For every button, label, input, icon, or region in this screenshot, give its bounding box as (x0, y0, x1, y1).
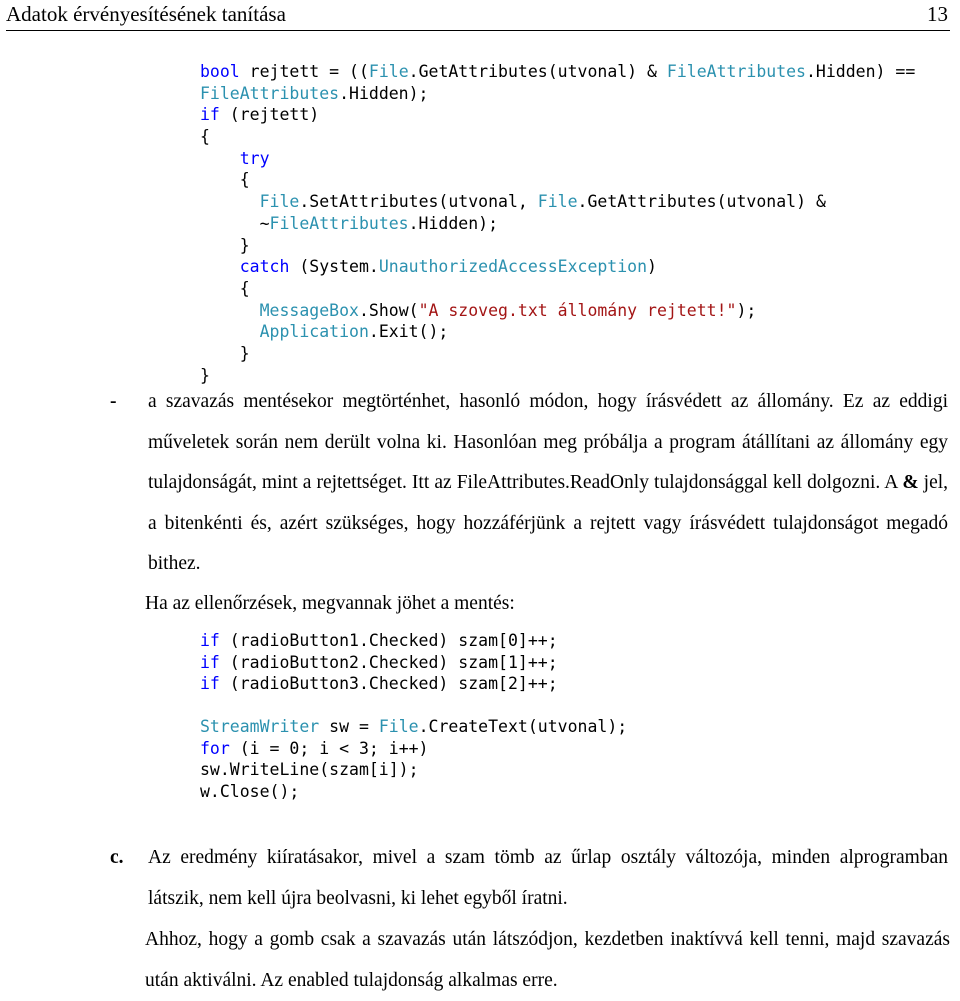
code-line: } (200, 365, 210, 385)
code-line: ~FileAttributes.Hidden); (200, 213, 499, 233)
paragraph-results: Az eredmény kiíratásakor, mivel a szam tömb az űrlap osztály változója, minden alprogramban látszik, nem kell újra beolvasni, ki lehet egyből íratni. (148, 847, 948, 909)
code-line: { (200, 278, 250, 298)
code-line: StreamWriter sw = File.CreateText(utvonal); (200, 717, 628, 736)
code-line: bool rejtett = ((File.GetAttributes(utvonal) & FileAttributes.Hidden) == (200, 62, 916, 81)
code-line: Application.Exit(); (259, 322, 449, 342)
paragraph-save-intro: Ha az ellenőrzések, megvannak jöhet a mentés: (145, 593, 515, 614)
ampersand-symbol: & (902, 472, 919, 494)
paragraph-button-enable: Ahhoz, hogy a gomb csak a szavazás után látszódjon, kezdetben inaktívvá kell tenni, majd szavazás után aktiválni. Az enabled tulajdonság alkalmas erre. (145, 929, 950, 991)
page-number: 13 (927, 2, 948, 26)
code-line: FileAttributes.Hidden); (200, 83, 429, 103)
paragraph-readonly-explanation (148, 382, 948, 585)
code-line: } (200, 343, 250, 363)
code-block-hidden-attribute (200, 61, 915, 386)
code-block-radio-count (200, 630, 558, 695)
code-line: catch (System.UnauthorizedAccessException) (239, 257, 657, 277)
code-line: } (200, 235, 250, 255)
page-header (6, 0, 950, 31)
code-line: w.Close(); (200, 782, 300, 802)
list-dash: - (110, 391, 117, 412)
code-line: { (200, 127, 210, 147)
code-line: if (radioButton1.Checked) szam[0]++; (200, 631, 558, 650)
code-line: if (radioButton2.Checked) szam[1]++; (200, 652, 558, 672)
item-c-marker: c. (110, 847, 124, 868)
paragraph-text-end: jel, a bitenkénti és, azért szükséges, hogy hozzáférjünk a rejtett vagy írásvédett tulajdonságot megadó bithez. (148, 472, 949, 575)
code-line: if (rejtett) (200, 105, 320, 125)
code-line: if (radioButton3.Checked) szam[2]++; (200, 674, 558, 694)
code-block-write-file (200, 716, 627, 803)
code-line: try (239, 148, 270, 168)
code-line: File.SetAttributes(utvonal, File.GetAttributes(utvonal) & (259, 192, 826, 212)
document-title: Adatok érvényesítésének tanítása (6, 2, 286, 26)
code-line: for (i = 0; i < 3; i++) (200, 738, 429, 758)
paragraph-text: a szavazás mentésekor megtörténhet, hasonló módon, hogy írásvédett az állomány. Ez az eddigi műveletek során nem derült volna ki. Hasonlóan meg próbálja a program átállítani az állomány egy tulajdonságát, mint a rejtettséget. Itt az FileAttributes.ReadOnly tulajdonsággal kell dolgozni. A (148, 391, 948, 494)
code-line: MessageBox.Show("A szoveg.txt állomány rejtett!"); (259, 300, 757, 320)
code-line: { (200, 170, 250, 190)
code-line: sw.WriteLine(szam[i]); (200, 760, 419, 780)
